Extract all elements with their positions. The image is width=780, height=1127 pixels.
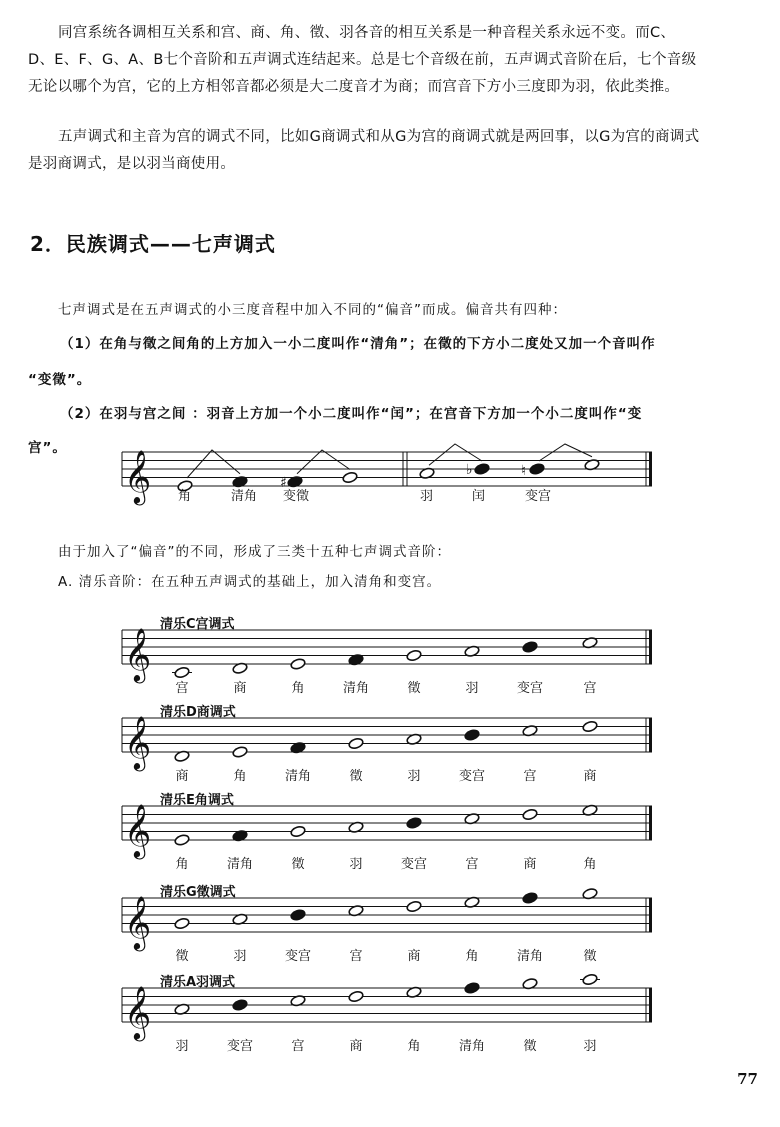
note-whole xyxy=(290,658,306,671)
scale-degree-label: 商 xyxy=(583,769,597,784)
scale-degree-label: 角 xyxy=(233,769,247,784)
note-whole xyxy=(174,666,190,679)
example-label-bianzhi: 变徵 xyxy=(283,489,310,504)
scale-degree-label: 清角 xyxy=(516,949,544,964)
treble-clef-icon: 𝄞 xyxy=(124,803,152,857)
intro-p1-line-1: 同宫系统各调相互关系和宫、商、角、徵、羽各音的相互关系是一种音程关系永远不变。而C、 xyxy=(58,25,676,41)
natural-icon: ♮ xyxy=(521,463,527,479)
scale-degree-label: 宫 xyxy=(175,681,189,696)
scale-degree-label: 羽 xyxy=(465,681,479,696)
scale-degree-label: 徵 xyxy=(349,769,363,784)
note-whole xyxy=(290,825,306,838)
scale-degree-label: 角 xyxy=(465,949,479,964)
scale-degree-label: 羽 xyxy=(407,769,421,784)
scale-degree-label: 角 xyxy=(175,857,189,872)
scale-staff-body xyxy=(122,715,652,784)
treble-clef-icon: 𝄞 xyxy=(124,985,152,1039)
scale-degree-label: 羽 xyxy=(175,1039,189,1054)
scale-staff-c-gong xyxy=(122,616,652,696)
scale-degree-label: 徵 xyxy=(291,857,305,872)
note-whole xyxy=(348,990,364,1003)
example-label-biangong: 变宫 xyxy=(525,489,552,504)
example-label-jiao: 角 xyxy=(178,489,192,504)
scale-degree-label: 羽 xyxy=(233,949,247,964)
scale-degree-label: 商 xyxy=(175,769,189,784)
example-label-qingjiao: 清角 xyxy=(231,489,258,504)
item-1-line-2: “变徵”。 xyxy=(28,372,92,388)
scale-staff-a-yu xyxy=(122,973,652,1054)
scale-staff-body xyxy=(122,627,652,696)
item-1-line-1: （1）在角与徵之间角的上方加入一小二度叫作“清角”；在徵的下方小二度处又加一个音叫作 xyxy=(60,336,656,352)
scale-degree-label: 徵 xyxy=(523,1039,537,1054)
scale-degree-label: 清角 xyxy=(342,681,370,696)
example-label-yu: 羽 xyxy=(420,489,434,504)
scale-degree-label: 变宫 xyxy=(284,949,312,964)
section-heading: 2．民族调式——七声调式 xyxy=(30,232,276,256)
scale-degree-label: 宫 xyxy=(583,681,597,696)
treble-clef-icon: 𝄞 xyxy=(124,449,152,503)
note-whole xyxy=(406,900,422,913)
scale-degree-label: 清角 xyxy=(284,769,312,784)
scale-degree-label: 变宫 xyxy=(400,857,428,872)
note-filled xyxy=(522,641,538,654)
scale-degree-label: 徵 xyxy=(175,949,189,964)
intro-p2-line-1: 五声调式和主音为宫的调式不同，比如G商调式和从G为宫的商调式就是两回事，以G为宫的商调式 xyxy=(58,129,700,145)
note-whole xyxy=(406,649,422,662)
scale-degree-label: 宫 xyxy=(523,769,537,784)
scale-degree-label: 角 xyxy=(583,857,597,872)
qingyue-heading: A. 清乐音阶：在五种五声调式的基础上，加入清角和变宫。 xyxy=(58,574,442,590)
scale-degree-label: 宫 xyxy=(349,949,363,964)
item-2-line-1: （2）在羽与宫之间 ：羽音上方加一个小二度叫作“闰”；在宫音下方加一个小二度叫作“变 xyxy=(60,406,643,422)
scale-degree-label: 商 xyxy=(233,681,247,696)
note-whole xyxy=(522,808,538,821)
note-whole xyxy=(232,746,248,759)
scale-degree-label: 清角 xyxy=(226,857,254,872)
scale-staff-d-shang xyxy=(122,704,652,784)
scale-degree-label: 商 xyxy=(407,949,421,964)
scale-degree-label: 宫 xyxy=(465,857,479,872)
note-filled xyxy=(464,729,480,742)
scale-title: 清乐D商调式 xyxy=(160,705,236,720)
treble-clef-icon: 𝄞 xyxy=(124,715,152,769)
scale-degree-label: 变宫 xyxy=(458,769,486,784)
scale-staff-body xyxy=(122,803,652,872)
scale-title: 清乐A羽调式 xyxy=(160,975,236,990)
intro-p1-line-2: D、E、F、G、A、B七个音阶和五声调式连结起来。总是七个音级在前，五声调式音阶在后，七个音级 xyxy=(28,52,697,68)
scale-degree-label: 徵 xyxy=(583,949,597,964)
sharp-icon: ♯ xyxy=(280,474,287,491)
page-number: 77 xyxy=(737,1070,758,1088)
note-filled xyxy=(232,999,248,1012)
scale-degree-label: 清角 xyxy=(458,1039,486,1054)
scale-title: 清乐E角调式 xyxy=(160,793,234,808)
scale-degree-label: 宫 xyxy=(291,1039,305,1054)
note-whole xyxy=(174,834,190,847)
scale-degree-label: 商 xyxy=(523,857,537,872)
scale-degree-label: 变宫 xyxy=(226,1039,254,1054)
scale-degree-label: 角 xyxy=(291,681,305,696)
intro-p1-line-3: 无论以哪个为宫，它的上方相邻音都必须是大二度音才为商；而宫音下方小三度即为羽，依此类推。 xyxy=(28,79,680,95)
intro-p2-line-2: 是羽商调式，是以羽当商使用。 xyxy=(28,156,236,172)
note-whole xyxy=(582,973,598,986)
note-filled xyxy=(290,909,306,922)
scale-degree-label: 角 xyxy=(407,1039,421,1054)
item-2-line-2: 宫”。 xyxy=(28,440,67,456)
scale-degree-label: 商 xyxy=(349,1039,363,1054)
scale-staff-e-jiao xyxy=(122,792,652,872)
scale-degree-label: 变宫 xyxy=(516,681,544,696)
scale-degree-label: 羽 xyxy=(583,1039,597,1054)
section-intro: 七声调式是在五声调式的小三度音程中加入不同的“偏音”而成。偏音共有四种： xyxy=(58,302,567,318)
note-filled xyxy=(464,982,480,995)
treble-clef-icon: 𝄞 xyxy=(124,627,152,681)
scales-intro: 由于加入了“偏音”的不同，形成了三类十五种七声调式音阶： xyxy=(58,544,451,560)
scale-title: 清乐C宫调式 xyxy=(160,617,235,632)
scale-title: 清乐G徵调式 xyxy=(160,885,236,900)
note-whole xyxy=(348,737,364,750)
note-whole xyxy=(174,917,190,930)
treble-clef-icon: 𝄞 xyxy=(124,895,152,949)
example-label-run: 闰 xyxy=(472,489,486,504)
note-filled xyxy=(406,817,422,830)
scale-staff-g-zhi xyxy=(122,884,652,964)
flat-icon: ♭ xyxy=(466,462,473,478)
note-filled xyxy=(522,892,538,905)
scale-degree-label: 徵 xyxy=(407,681,421,696)
scale-degree-label: 羽 xyxy=(349,857,363,872)
note-whole xyxy=(582,720,598,733)
